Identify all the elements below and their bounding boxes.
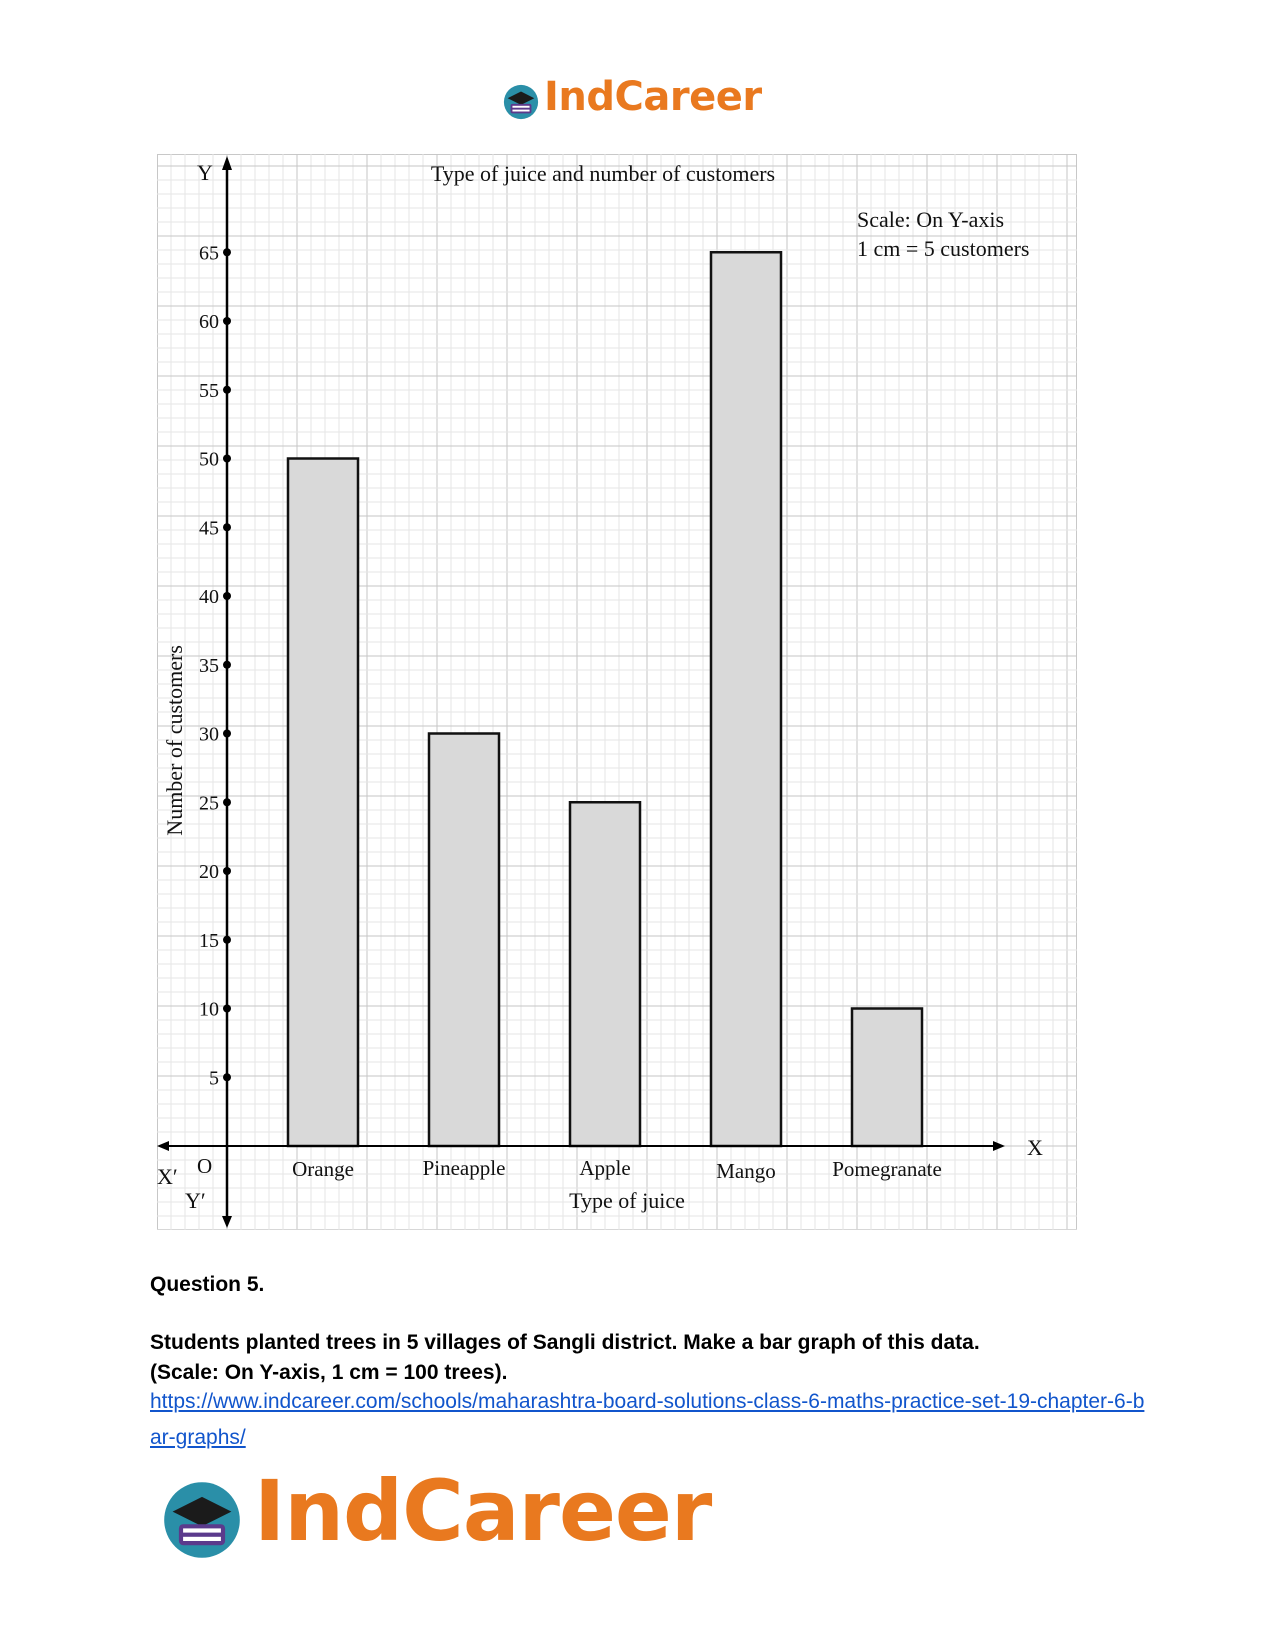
- y-tick-dot: [223, 317, 231, 325]
- y-tick-dot: [223, 1073, 231, 1081]
- y-axis-title: Number of customers: [162, 645, 187, 836]
- y-tick-label: 10: [199, 998, 219, 1021]
- bar: [288, 459, 358, 1147]
- x-axis-letter: X: [1027, 1135, 1043, 1160]
- y-tick-dot: [223, 248, 231, 256]
- bar: [711, 252, 781, 1146]
- y-neg-axis-letter: Y′: [185, 1188, 206, 1213]
- graduation-cap-icon: [502, 83, 540, 121]
- y-tick-label: 60: [199, 311, 219, 333]
- logo-text: IndCareer: [544, 74, 762, 120]
- bar: [429, 734, 499, 1147]
- origin-label: O: [197, 1154, 213, 1178]
- y-tick-label: 55: [199, 379, 219, 402]
- y-tick-label: 20: [199, 861, 219, 883]
- y-tick-label: 45: [199, 517, 219, 540]
- x-neg-axis-letter: X′: [157, 1164, 178, 1189]
- bar: [852, 1009, 922, 1147]
- question-line-2: (Scale: On Y-axis, 1 cm = 100 trees).: [150, 1361, 508, 1384]
- y-tick-label: 40: [199, 586, 219, 608]
- y-tick-dot: [223, 730, 231, 738]
- indcareer-logo-bottom: [160, 1462, 720, 1570]
- y-tick-label: 25: [199, 792, 219, 815]
- y-tick-dot: [223, 867, 231, 875]
- category-label: Orange: [292, 1157, 354, 1181]
- y-tick-dot: [223, 386, 231, 394]
- y-tick-dot: [223, 455, 231, 463]
- category-label: Mango: [716, 1159, 776, 1183]
- scale-note-line: Scale: On Y-axis: [857, 207, 1005, 232]
- chart-svg: [157, 154, 1077, 1230]
- y-tick-label: 50: [199, 448, 219, 471]
- category-label: Pomegranate: [832, 1157, 942, 1181]
- y-tick-dot: [223, 523, 231, 531]
- category-label: Apple: [579, 1156, 631, 1180]
- scale-note-line: 1 cm = 5 customers: [857, 236, 1030, 261]
- y-tick-dot: [223, 936, 231, 944]
- y-tick-dot: [223, 661, 231, 669]
- y-tick-label: 5: [209, 1067, 219, 1090]
- y-tick-dot: [223, 798, 231, 806]
- bar-chart: [157, 154, 1077, 1230]
- y-tick-label: 15: [199, 929, 219, 952]
- y-tick-dot: [223, 592, 231, 600]
- bar: [570, 802, 640, 1146]
- question-number: Question 5.: [150, 1273, 265, 1296]
- y-tick-label: 30: [199, 723, 219, 746]
- chart-title: Type of juice and number of customers: [430, 161, 776, 186]
- question-line-1: Students planted trees in 5 villages of Sangli district. Make a bar graph of this data.: [150, 1331, 980, 1354]
- x-axis-title: Type of juice: [569, 1188, 685, 1213]
- y-tick-label: 65: [199, 242, 219, 265]
- source-link[interactable]: https://www.indcareer.com/schools/maharashtra-board-solutions-class-6-maths-practice-set-19-chapter-6-bar-graphs/: [150, 1390, 1145, 1449]
- y-tick-label: 35: [199, 654, 219, 677]
- logo-text: IndCareer: [254, 1462, 712, 1560]
- category-label: Pineapple: [422, 1156, 506, 1180]
- question-text: [150, 1328, 1150, 1388]
- y-tick-dot: [223, 1005, 231, 1013]
- y-axis-letter: Y: [197, 160, 213, 185]
- graduation-cap-icon: [160, 1478, 244, 1562]
- indcareer-logo-top: [500, 74, 780, 128]
